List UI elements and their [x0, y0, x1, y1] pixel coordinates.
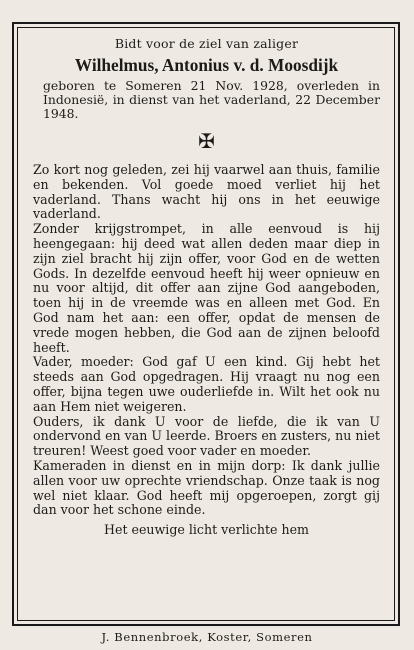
paragraph-parents: Vader, moeder: God gaf U een kind. Gij hebt het steeds aan God opgedragen. Hij vraagt nu nog een offer, bijna tegen uwe ouderliefde in. Wilt het ook nu aan Hem niet weigeren.: [33, 354, 380, 414]
closing-prayer: Het eeuwige licht verlichte hem: [104, 522, 309, 538]
paragraph-farewell: Zo kort nog geleden, zei hij vaarwel aan thuis, familie en bekenden. Vol goede moed verliet hij het vaderland. Thans wacht hij ons in het eeuwige vaderland.: [33, 162, 380, 222]
paragraph-sacrifice: Zonder krijgstrompet, in alle eenvoud is hij heengegaan: hij deed wat allen deden maar diep in zijn ziel bracht hij zijn offer, voor God en de wetten Gods. In dezelfde eenvoud heeft hij weer opnieuw en nu voor altijd, dit offer aan zijne God aangeboden, toen hij in de vreemde was en alleen met God. En God nam het aan: een offer, opdat de mensen de vrede mogen hebben, die God aan de zijnen beloofd heeft.: [33, 221, 380, 355]
printer-credit: J. Bennenbroek, Koster, Someren: [101, 630, 313, 644]
cross-icon: ✠: [198, 129, 215, 153]
memorial-card-content: [33, 22, 380, 537]
birth-death-line: geboren te Someren 21 Nov. 1928, overleden in Indonesië, in dienst van het vaderland, 22 December 1948.: [43, 78, 380, 121]
deceased-name: Wilhelmus, Antonius v. d. Moosdijk: [74, 55, 339, 75]
intro-line: Bidt voor de ziel van zaliger: [114, 36, 299, 51]
paragraph-family: Ouders, ik dank U voor de liefde, die ik van U ondervond en van U leerde. Broers en zusters, nu niet treuren! Weest goed voor vader en moeder.: [33, 413, 380, 459]
paragraph-comrades: Kameraden in dienst en in mijn dorp: Ik dank jullie allen voor uw oprechte vriendschap. Onze taak is nog wel niet klaar. God heeft mij opgeroepen, zorgt gij dan voor het schone einde.: [33, 457, 380, 518]
